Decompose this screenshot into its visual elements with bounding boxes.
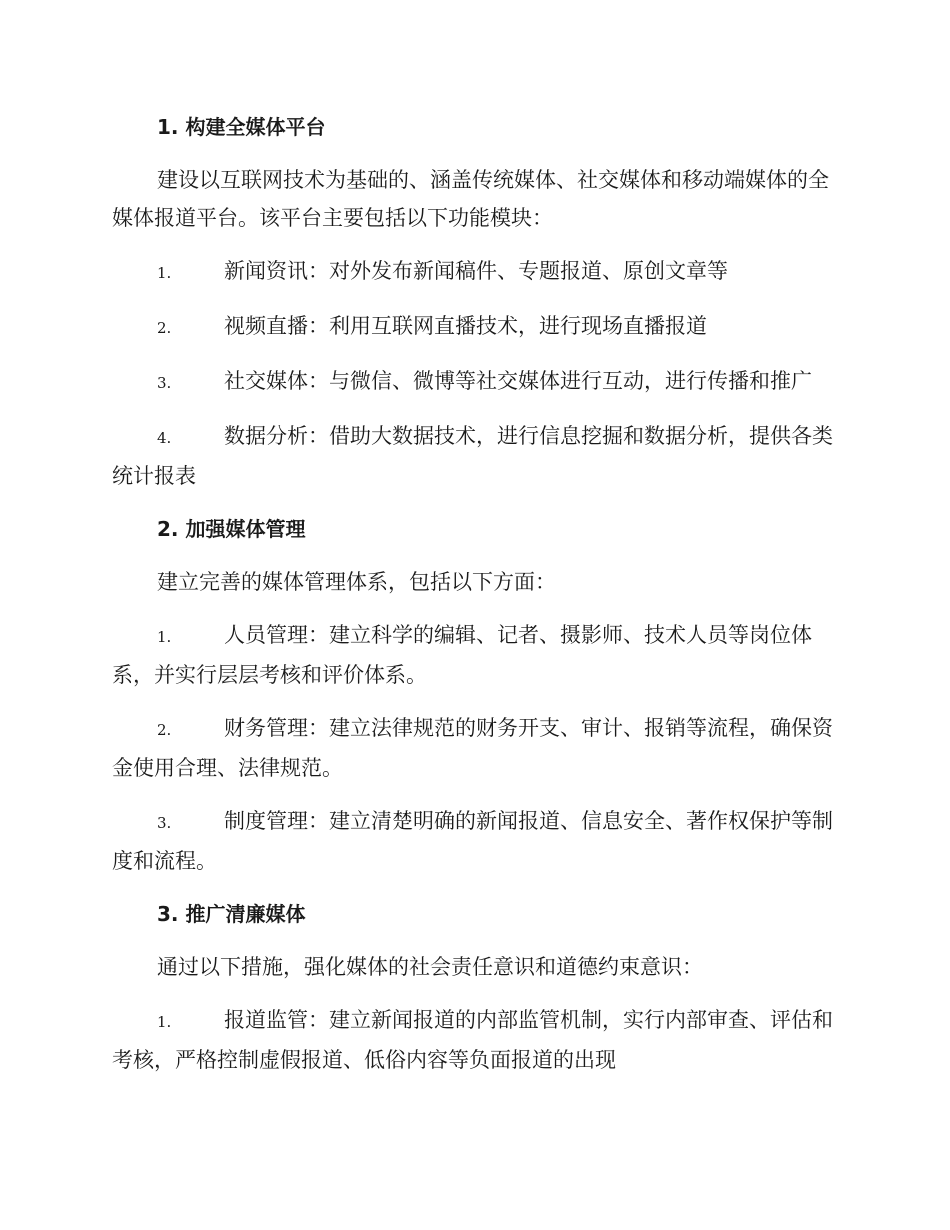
list-item <box>112 417 838 495</box>
list-item <box>112 307 838 347</box>
document-body <box>112 108 838 1094</box>
list-item-number: 2. <box>157 721 172 739</box>
section-intro: 建设以互联网技术为基础的、涵盖传统媒体、社交媒体和移动端媒体的全媒体报道平台。该平台主要包括以下功能模块： <box>112 168 829 230</box>
list-item-text: 报道监管：建立新闻报道的内部监管机制，实行内部审查、评估和考核，严格控制虚假报道、低俗内容等负面报道的出现 <box>112 1008 833 1072</box>
list-item-text: 数据分析：借助大数据技术，进行信息挖掘和数据分析，提供各类统计报表 <box>112 424 833 488</box>
section-intro: 建立完善的媒体管理体系，包括以下方面： <box>157 570 556 594</box>
list-item <box>112 802 838 880</box>
list-item-number: 1. <box>157 628 172 646</box>
list-item-text: 财务管理：建立法律规范的财务开支、审计、报销等流程，确保资金使用合理、法律规范。 <box>112 716 833 780</box>
list-item-text: 社交媒体：与微信、微博等社交媒体进行互动，进行传播和推广 <box>224 369 812 393</box>
section-heading: 1. 构建全媒体平台 <box>157 115 326 139</box>
list-item-number: 3. <box>157 374 172 392</box>
list-item <box>112 362 838 402</box>
list-item <box>112 252 838 292</box>
list-item <box>112 1001 838 1079</box>
list-item-number: 1. <box>157 264 172 282</box>
list-item-number: 3. <box>157 814 172 832</box>
list-item-text: 新闻资讯：对外发布新闻稿件、专题报道、原创文章等 <box>224 259 728 283</box>
list-item-text: 视频直播：利用互联网直播技术，进行现场直播报道 <box>224 314 707 338</box>
list-item-text: 人员管理：建立科学的编辑、记者、摄影师、技术人员等岗位体系，并实行层层考核和评价体系。 <box>112 623 812 687</box>
list-item-number: 1. <box>157 1013 172 1031</box>
section-intro: 通过以下措施，强化媒体的社会责任意识和道德约束意识： <box>157 955 703 979</box>
list-item-number: 2. <box>157 319 172 337</box>
list-item-text: 制度管理：建立清楚明确的新闻报道、信息安全、著作权保护等制度和流程。 <box>112 809 833 873</box>
section-heading: 3. 推广清廉媒体 <box>157 902 306 926</box>
list-item <box>112 709 838 787</box>
list-item-number: 4. <box>157 429 172 447</box>
list-item <box>112 616 838 694</box>
section-heading: 2. 加强媒体管理 <box>157 517 306 541</box>
